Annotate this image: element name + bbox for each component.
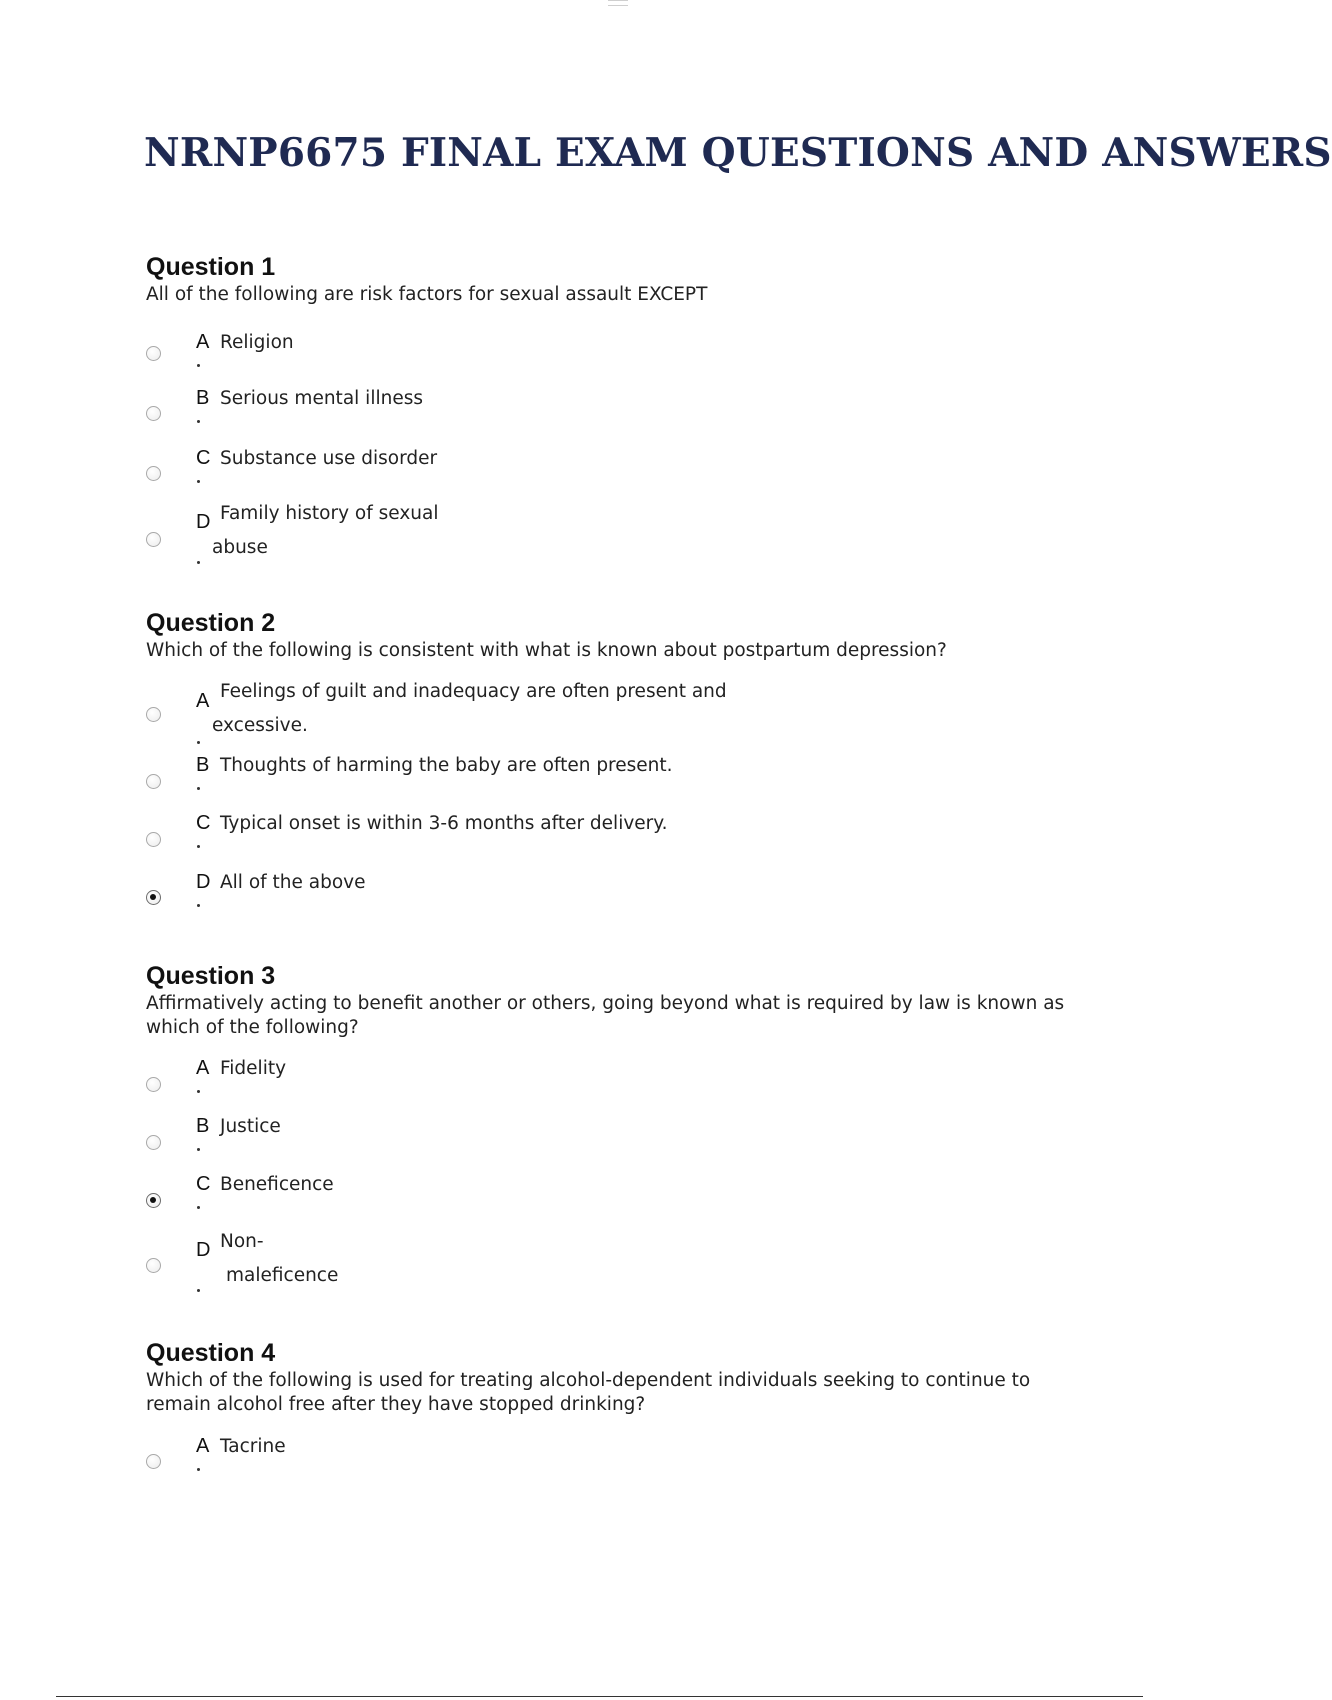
radio-button-a[interactable] [146, 346, 161, 361]
answer-option-d[interactable] [146, 503, 946, 573]
radio-button-b[interactable] [146, 774, 161, 789]
answer-option-a[interactable] [146, 325, 946, 385]
option-label: All of the above [220, 872, 366, 893]
option-marker [197, 741, 200, 744]
option-marker [197, 420, 200, 423]
option-label: Thoughts of harming the baby are often present. [220, 755, 673, 776]
option-label-continued: abuse [212, 537, 268, 558]
option-letter: B [196, 1115, 210, 1137]
option-marker [197, 1148, 200, 1151]
question-3 [146, 962, 1096, 1308]
option-letter: D [196, 871, 211, 893]
radio-button-a[interactable] [146, 1077, 161, 1092]
option-letter: C [196, 812, 211, 834]
page-top-mark [608, 0, 628, 6]
option-label: Family history of sexual [220, 503, 439, 524]
option-letter: A [196, 1435, 210, 1457]
footer-divider [56, 1696, 1143, 1697]
option-letter: B [196, 387, 210, 409]
radio-button-d[interactable] [146, 1258, 161, 1273]
option-letter: A [196, 1057, 210, 1079]
option-label: Feelings of guilt and inadequacy are often present and [220, 681, 727, 702]
option-letter: A [196, 690, 210, 712]
question-1 [146, 253, 1096, 573]
radio-button-a[interactable] [146, 707, 161, 722]
question-2 [146, 609, 1096, 933]
question-text: All of the following are risk factors for sexual assault EXCEPT [146, 284, 708, 305]
option-letter: A [196, 331, 210, 353]
option-letter: B [196, 754, 210, 776]
option-label-continued: excessive. [212, 715, 308, 736]
question-text: Affirmatively acting to benefit another or others, going beyond what is required by law is known as which of the following? [146, 993, 1065, 1038]
answer-option-a[interactable] [146, 1058, 946, 1116]
option-marker [197, 1090, 200, 1093]
option-marker [197, 845, 200, 848]
option-letter: D [196, 511, 211, 533]
option-label: Typical onset is within 3-6 months after delivery. [220, 813, 668, 834]
question-text: Which of the following is used for treating alcohol-dependent individuals seeking to continue to remain alcohol free after they have stopped drinking? [146, 1370, 1031, 1415]
question-heading: Question 2 [146, 609, 276, 637]
option-marker [197, 904, 200, 907]
option-letter: C [196, 1173, 211, 1195]
option-label: Fidelity [220, 1058, 287, 1079]
answer-option-a[interactable] [146, 1435, 946, 1493]
option-marker [197, 364, 200, 367]
question-heading: Question 3 [146, 962, 276, 990]
answer-option-d[interactable] [146, 871, 946, 933]
answer-option-c[interactable] [146, 1174, 946, 1232]
question-heading: Question 4 [146, 1339, 276, 1367]
radio-button-b[interactable] [146, 406, 161, 421]
radio-button-b[interactable] [146, 1135, 161, 1150]
question-heading: Question 1 [146, 253, 276, 281]
option-label: Religion [220, 332, 294, 353]
option-letter: D [196, 1239, 211, 1261]
answer-option-c[interactable] [146, 812, 946, 875]
radio-button-d-selected[interactable] [146, 890, 161, 905]
option-letter: C [196, 447, 211, 469]
radio-button-c[interactable] [146, 466, 161, 481]
option-label: Serious mental illness [220, 388, 423, 409]
radio-button-c[interactable] [146, 832, 161, 847]
option-label: Non- [220, 1231, 264, 1252]
answer-option-b[interactable] [146, 1116, 946, 1174]
radio-button-d[interactable] [146, 532, 161, 547]
answer-option-c[interactable] [146, 445, 946, 503]
option-marker [197, 1468, 200, 1471]
answer-option-d[interactable] [146, 1232, 946, 1308]
document-title: NRNP6675 FINAL EXAM QUESTIONS AND ANSWERS [144, 130, 1332, 176]
answer-options [146, 325, 1096, 573]
option-label: Tacrine [220, 1436, 286, 1457]
option-label-continued: maleficence [226, 1265, 339, 1286]
radio-button-c-selected[interactable] [146, 1193, 161, 1208]
option-marker [197, 787, 200, 790]
answer-option-b[interactable] [146, 385, 946, 445]
answer-options [146, 1058, 1096, 1308]
option-marker [197, 1289, 200, 1292]
question-4 [146, 1339, 1096, 1493]
option-label: Beneficence [220, 1174, 334, 1195]
option-label: Justice [220, 1116, 281, 1137]
option-marker [197, 480, 200, 483]
answer-option-a[interactable] [146, 681, 946, 757]
answer-options [146, 1435, 1096, 1493]
option-marker [197, 1206, 200, 1209]
option-marker [197, 561, 200, 564]
answer-option-b[interactable] [146, 754, 946, 815]
question-text: Which of the following is consistent with what is known about postpartum depression? [146, 640, 947, 661]
option-label: Substance use disorder [220, 448, 438, 469]
answer-options [146, 681, 1096, 933]
radio-button-a[interactable] [146, 1454, 161, 1469]
